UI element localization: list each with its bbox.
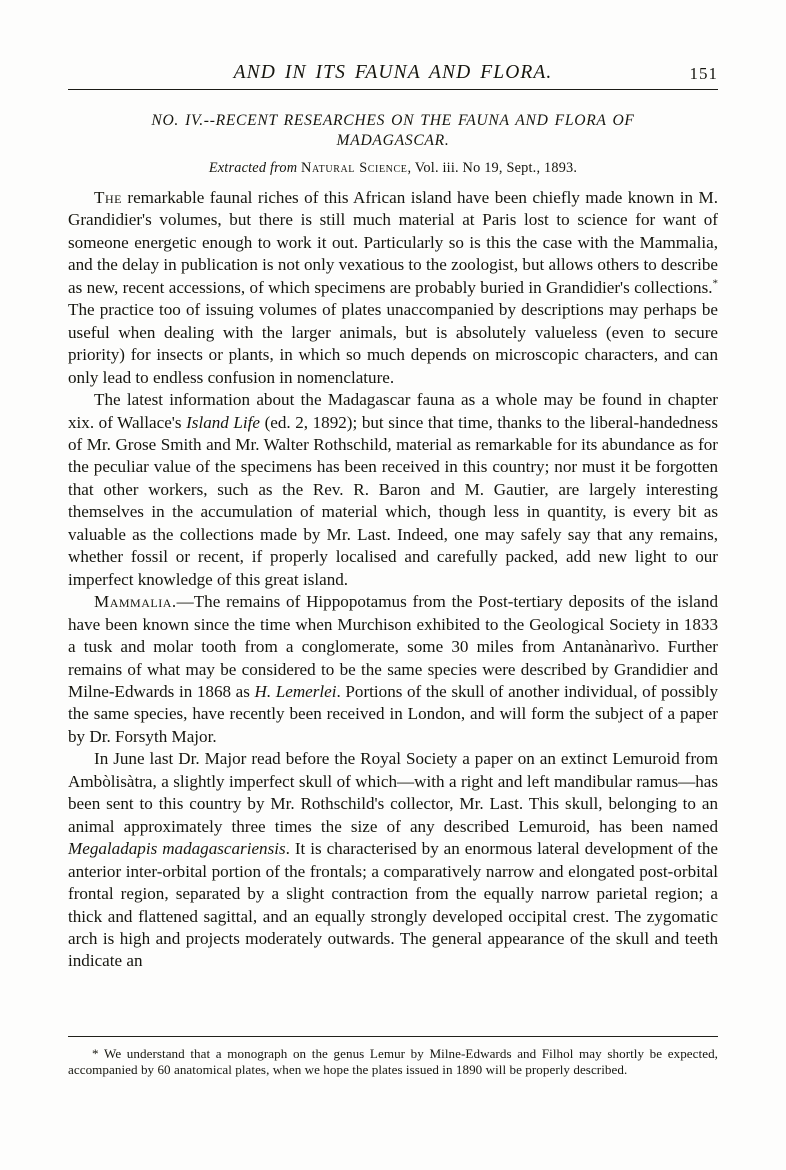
- byline-detail: , Vol. iii. No 19, Sept., 1893.: [407, 160, 578, 176]
- species-name-megaladapis: Megaladapis madagascariensis: [68, 839, 286, 859]
- body-text: [68, 187, 718, 973]
- byline-source: Natural Science: [301, 160, 408, 176]
- footnote-marker: *: [712, 277, 718, 290]
- byline-prefix: Extracted from: [208, 160, 298, 176]
- running-head: [68, 62, 718, 100]
- running-head-title: AND IN ITS FAUNA AND FLORA.: [233, 62, 553, 83]
- paragraph-2-text-a: The latest information about the Madagascar fauna as a whole may be found in chapter xix. of Wallace's: [68, 390, 718, 432]
- paragraph-3-lead-mammalia: Mammalia.: [94, 592, 177, 612]
- paragraph-2: [68, 389, 718, 591]
- paragraph-3: [68, 591, 718, 748]
- paragraph-1-lead: The: [94, 188, 122, 207]
- paragraph-1-text-b: The practice too of issuing volumes of plates unaccompanied by descriptions may perhaps be useful when dealing with the larger animals, but is absolutely valueless (even to secure priority) for insects or plants, in which so much depends on microscopic characters, and can only lead to endless confusion in nomenclature.: [68, 300, 718, 387]
- article-title-line-2: MADAGASCAR.: [336, 132, 450, 149]
- header-rule: [68, 89, 718, 90]
- paragraph-3-text-a: —The remains of Hippopotamus from the Post-tertiary deposits of the island have been known since the time when Murchison exhibited to the Geological Society in 1833 a tusk and molar tooth from a conglomerate, some 30 miles from Antanànarìvo. Further remains of what may be considered to be the same species were described by Grandidier and Milne-Edwards in 1868 as: [68, 592, 718, 701]
- article-byline: [68, 160, 718, 177]
- paragraph-4: [68, 748, 718, 973]
- book-title-island-life: Island Life: [186, 412, 260, 432]
- species-name-h-lemerlei: H. Lemerlei: [254, 681, 337, 701]
- paragraph-4-text-a: In June last Dr. Major read before the Royal Society a paper on an extinct Lemuroid from Ambòlisàtra, a slightly imperfect skull of which—with a right and left mandibular ramus—has been sent to this country by Mr. Rothschild's collector, Mr. Last. This skull, belonging to an animal approximately three times the size of any described Lemuroid, has been named: [68, 749, 718, 836]
- page-content: [68, 0, 718, 973]
- paragraph-3-text-b: . Portions of the skull of another individual, of possibly the same species, have recently been received in London, and will form the subject of a paper by Dr. Forsyth Major.: [68, 681, 718, 746]
- paragraph-1-text-a: remarkable faunal riches of this African island have been chiefly made known in M. Grandidier's volumes, but there is still much material at Paris lost to science for want of someone energetic enough to work it out. Particularly so is this the case with the Mammalia, and the delay in publication is not only vexatious to the zoologist, but allows others to describe as new, recent accessions, of which specimens are probably buried in Grandidier's collections.: [68, 188, 718, 297]
- footnote-section: [68, 1036, 718, 1079]
- paragraph-1: [68, 187, 718, 389]
- page-number: 151: [689, 64, 718, 83]
- paragraph-4-text-b: . It is characterised by an enormous lateral development of the anterior inter-orbital portion of the frontals; a comparatively narrow and elongated post-orbital frontal region, separated by a slight contraction from the equally narrow parietal region; a thick and flattened sagittal, and an equally strongly developed occipital crest. The zygomatic arch is high and projects moderately outwards. The general appearance of the skull and teeth indicate an: [68, 839, 718, 971]
- footnote-text: * We understand that a monograph on the genus Lemur by Milne-Edwards and Filhol may shortly be expected, accompanied by 60 anatomical plates, when we hope the plates issued in 1890 will be properly described.: [68, 1046, 718, 1078]
- article-title: [68, 111, 718, 151]
- article-title-line-1: NO. IV.--RECENT RESEARCHES ON THE FAUNA AND FLORA OF: [151, 112, 635, 129]
- paragraph-2-text-b: (ed. 2, 1892); but since that time, thanks to the liberal-handedness of Mr. Grose Smith and Mr. Walter Rothschild, material as remarkable for its abundance as for the peculiar value of the specimens has been received in this country; nor must it be forgotten that other workers, such as the Rev. R. Baron and M. Gautier, are largely interesting themselves in the accumulation of material which, though less in quantity, is every bit as valuable as the collections made by Mr. Last. Indeed, one may safely say that any remains, whether fossil or recent, if properly localised and carefully packed, add new light to our imperfect knowledge of this great island.: [68, 412, 718, 589]
